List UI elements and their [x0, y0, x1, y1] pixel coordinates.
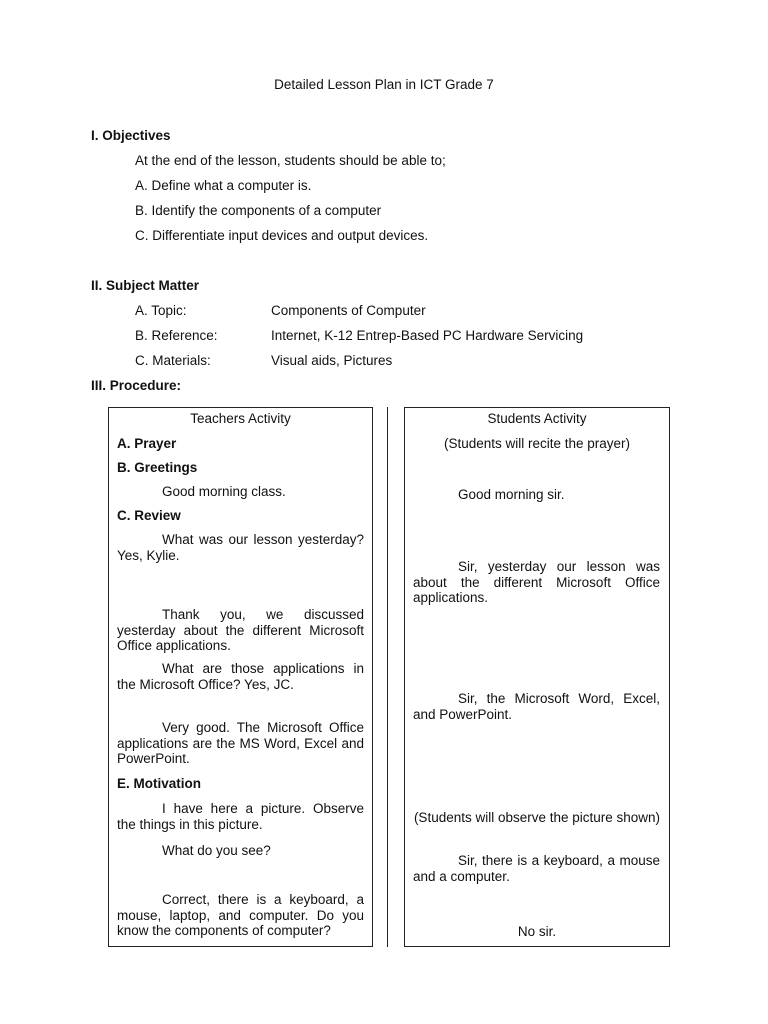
subject-label-materials: C. Materials: [135, 353, 211, 368]
subject-label-topic: A. Topic: [135, 303, 187, 318]
document-title: Detailed Lesson Plan in ICT Grade 7 [274, 77, 494, 92]
teacher-review-question-2: What are those applications in the Microsoft Office? Yes, JC. [117, 661, 364, 692]
objectives-heading: I. Objectives [91, 128, 171, 143]
teacher-review-thanks: Thank you, we discussed yesterday about the different Microsoft Office applications. [117, 607, 364, 653]
prayer-heading: A. Prayer [117, 436, 177, 451]
column-divider [387, 407, 388, 947]
student-see-answer: Sir, there is a keyboard, a mouse and a computer. [413, 853, 660, 884]
subject-value-reference: Internet, K-12 Entrep-Based PC Hardware Servicing [271, 328, 584, 343]
teacher-greeting: Good morning class. [162, 484, 286, 499]
objectives-intro: At the end of the lesson, students should be able to; [135, 153, 446, 168]
teacher-motivation-2: What do you see? [162, 843, 271, 858]
student-prayer: (Students will recite the prayer) [443, 436, 631, 451]
teacher-motivation-1: I have here a picture. Observe the things in this picture. [117, 801, 364, 832]
student-review-answer: Sir, yesterday our lesson was about the different Microsoft Office applications. [413, 559, 660, 605]
objective-item: B. Identify the components of a computer [135, 203, 382, 218]
objective-item: C. Differentiate input devices and output devices. [135, 228, 429, 243]
subject-label-reference: B. Reference: [135, 328, 218, 343]
student-observe: (Students will observe the picture shown) [413, 810, 661, 825]
student-greeting: Good morning sir. [458, 487, 565, 502]
procedure-heading: III. Procedure: [91, 378, 182, 393]
student-column-header: Students Activity [487, 411, 587, 426]
review-heading: C. Review [117, 508, 181, 523]
student-no-answer: No sir. [517, 924, 557, 939]
motivation-heading: E. Motivation [117, 776, 201, 791]
student-review-answer-2: Sir, the Microsoft Word, Excel, and PowerPoint. [413, 691, 660, 722]
subject-matter-heading: II. Subject Matter [91, 278, 200, 293]
teacher-motivation-3: Correct, there is a keyboard, a mouse, laptop, and computer. Do you know the components of computer? [117, 892, 364, 938]
teacher-review-confirm: Very good. The Microsoft Office applications are the MS Word, Excel and PowerPoint. [117, 720, 364, 766]
greetings-heading: B. Greetings [117, 460, 198, 475]
subject-value-materials: Visual aids, Pictures [271, 353, 393, 368]
teacher-review-question: What was our lesson yesterday? Yes, Kylie. [117, 532, 364, 563]
teacher-column-header: Teachers Activity [190, 411, 291, 426]
subject-value-topic: Components of Computer [271, 303, 426, 318]
objective-item: A. Define what a computer is. [135, 178, 312, 193]
